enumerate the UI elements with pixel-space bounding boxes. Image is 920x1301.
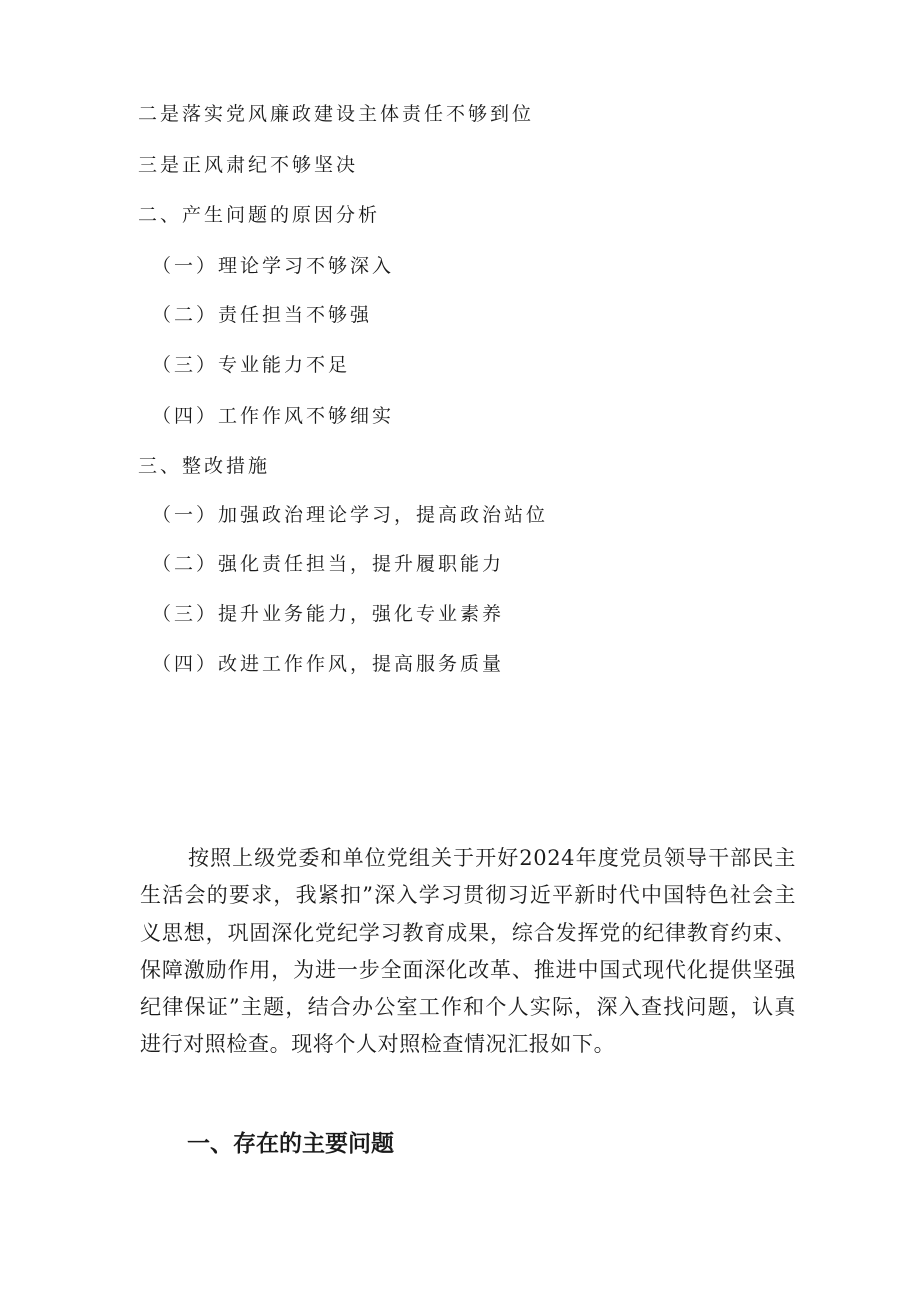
outline-subitem: （三）专业能力不足 [152,354,351,376]
body-paragraph: 按照上级党委和单位党组关于开好2024年度党员领导干部民主生活会的要求，我紧扣”深入学习贯彻习近平新时代中国特色社会主义思想，巩固深化党纪学习教育成果，综合发挥党的纪律教育约束、保障激励作用，为进一步全面深化改革、推进中国式现代化提供坚强纪律保证”主题，结合办公室工作和个人实际，深入查找问题，认真进行对照检查。现将个人对照检查情况汇报如下。 [140,846,796,1057]
outline-subitem: （四）改进工作作风，提高服务质量 [152,653,505,675]
outline-subitem: （三）提升业务能力，强化专业素养 [152,603,505,625]
outline-heading: 二、产生问题的原因分析 [138,204,381,226]
outline-subitem: （二）强化责任担当，提升履职能力 [152,553,505,575]
outline-item: 三是正风肃纪不够坚决 [138,154,359,176]
outline-subitem: （一）加强政治理论学习，提高政治站位 [152,504,549,526]
outline-subitem: （一）理论学习不够深入 [152,255,395,277]
outline-subitem: （二）责任担当不够强 [152,304,373,326]
outline-heading: 三、整改措施 [138,455,271,477]
section-heading: 一、存在的主要问题 [187,1131,394,1157]
outline-item: 二是落实党风廉政建设主体责任不够到位 [138,103,535,125]
outline-subitem: （四）工作作风不够细实 [152,405,395,427]
